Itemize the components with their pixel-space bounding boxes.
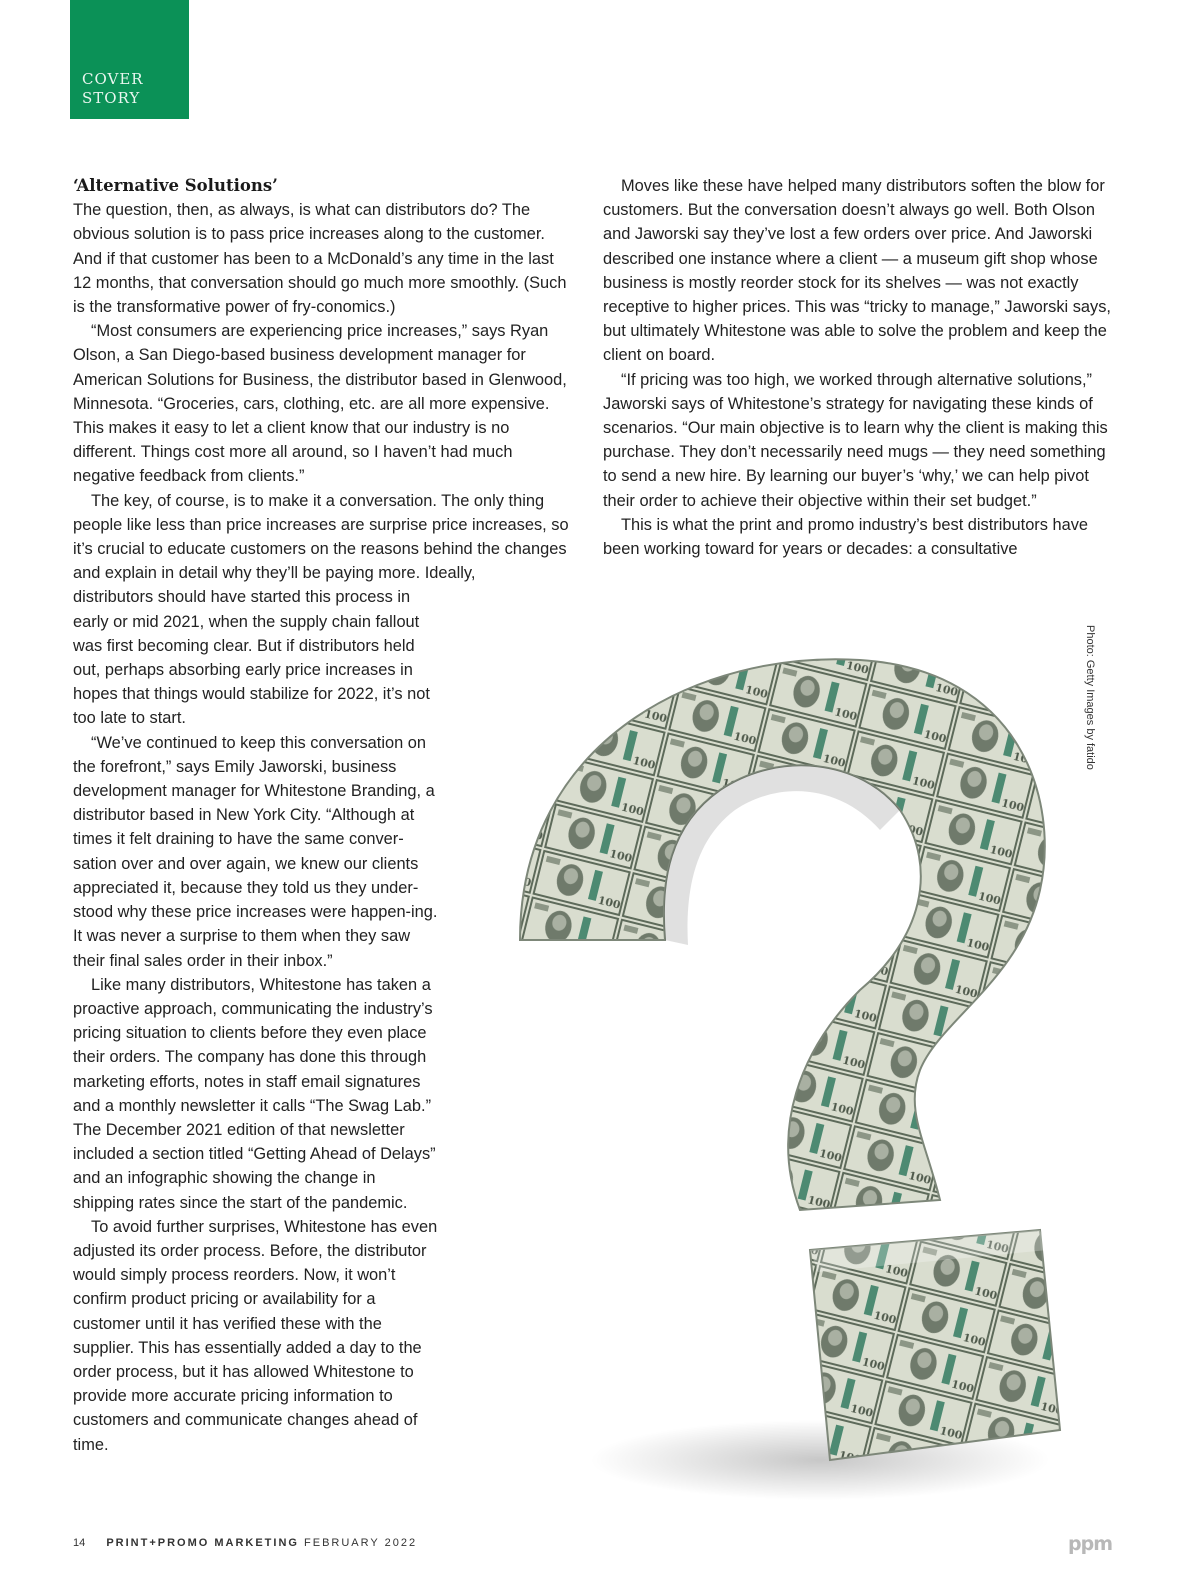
subhead: ‘Alternative Solutions’ [73, 176, 278, 195]
paragraph: “Most consumers are experiencing price increases,” says Ryan Olson, a San Diego-based business development manager for American Solutions for Business, the distributor based in Glenwood, Minnesota. “Groceries, cars, clothing, etc. are all more expensive. This makes it easy to let a client know that our industry is no different. Things cost more all around, so I haven’t had much negative feedback from clients.” [73, 322, 567, 486]
paragraph: The key, of course, is to make it a conversation. The only thing people like less than price increases are surprise price increases, so it’s crucial to educate customers on the reasons behind the changes and explain in detail why they’ll be paying more. Ideally, [73, 491, 569, 583]
paragraph: The question, then, as always, is what can distributors do? The obvious solution is to pass price increases along to the customer. And if that customer has been to a McDonald’s any time in the last 12 months, that conversation should go much more smoothly. (Such is the transformative power of fry-conomics.) [73, 201, 567, 317]
paragraph: distributors should have started this process in early or mid 2021, when the supply chain fallout was first becoming clear. But if distributors held out, perhaps absorbing early price increases in hopes that things would stabilize for 2022, it’s not too late to start. [73, 588, 430, 728]
photo-credit [1082, 625, 1096, 775]
right-column [603, 174, 1113, 561]
issue-date: FEBRUARY 2022 [304, 1537, 418, 1549]
section-tab-line1: COVER [82, 70, 144, 88]
photo-credit-text: Photo: Getty Images by fatido [1084, 625, 1096, 770]
ppm-logo: ppm [1068, 1533, 1112, 1555]
paragraph: To avoid further surprises, Whitestone has even adjusted its order process. Before, the distributor would simply process reorders. Now, it won’t confirm product pricing or availability for a customer until it has verified these with the supplier. This has essentially added a day to the order process, but it has allowed Whitestone to provide more accurate pricing information to customers and communicate changes ahead of time. [73, 1217, 438, 1454]
left-column [73, 174, 573, 1457]
section-tab-line2: STORY [82, 89, 141, 107]
paragraph: This is what the print and promo industry’s best distributors have been working toward for years or decades: a consultative [603, 515, 1089, 559]
page-number: 14 [73, 1537, 86, 1549]
paragraph: Like many distributors, Whitestone has taken a proactive approach, communicating the industry’s pricing situation to clients before they even place their orders. The company has done this through marketing efforts, notes in staff email signatures and a monthly newsletter it calls “The Swag Lab.” The December 2021 edition of that newsletter included a section titled “Getting Ahead of Delays” and an infographic showing the change in shipping rates since the start of the pandemic. [73, 975, 436, 1212]
magazine-name: PRINT+PROMO MARKETING [106, 1537, 299, 1549]
narrow-text-block [73, 585, 441, 1456]
paragraph: “We’ve continued to keep this conversation on the forefront,” says Emily Jaworski, business development manager for Whitestone Branding, a distributor based in New York City. “Although at times it felt draining to have the same conver-sation over and over again, we knew our clients appreciated it, because they told us they under-stood why these price increases were happen-ing. It was never a surprise to them when they saw their final sales order in their inbox.” [73, 733, 438, 970]
page-footer [73, 1537, 417, 1549]
money-question-mark-icon [500, 640, 1100, 1510]
paragraph: “If pricing was too high, we worked through alternative solutions,” Jaworski says of Whitestone’s strategy for navigating these kinds of scenarios. “Our main objective is to learn why the client is making this purchase. They don’t necessarily need mugs — they need something to send a new hire. By learning our buyer’s ‘why,’ we can help pivot their order to achieve their objective within their set budget.” [603, 370, 1108, 510]
section-tab [70, 0, 189, 119]
paragraph: Moves like these have helped many distributors soften the blow for customers. But the conversation doesn’t always go well. Both Olson and Jaworski say they’ve lost a few orders over price. And Jaworski described one instance where a client — a museum gift shop whose business is mostly reorder stock for its shelves — was not exactly receptive to higher prices. This was “tricky to manage,” Jaworski says, but ultimately Whitestone was able to solve the problem and keep the client on board. [603, 177, 1111, 365]
